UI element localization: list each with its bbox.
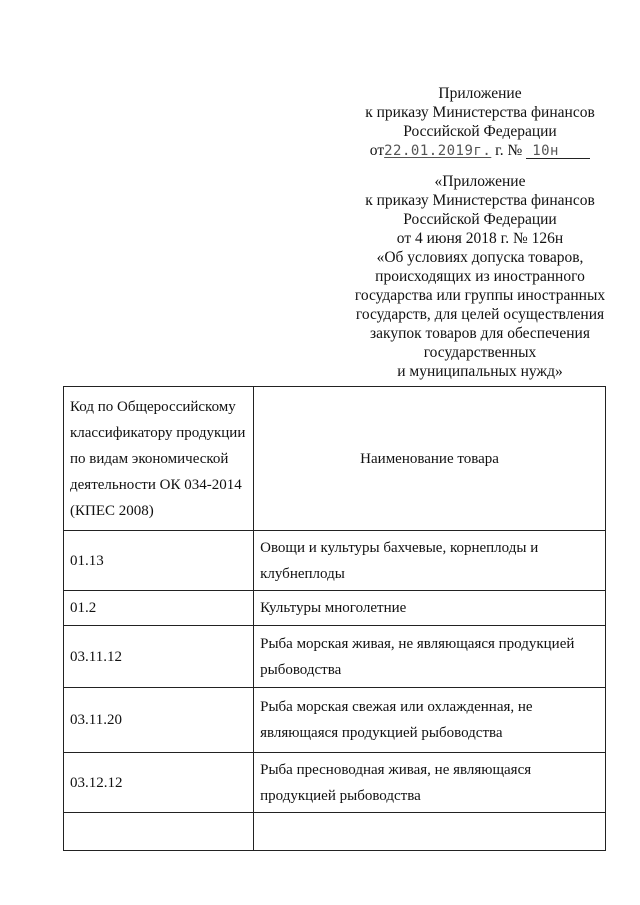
table-row — [64, 753, 606, 813]
table-row — [64, 813, 606, 851]
original-line-8: государств, для целей осуществления — [355, 306, 605, 323]
code-cell — [64, 813, 254, 851]
original-line-11: и муниципальных нужд» — [397, 363, 563, 380]
appendix-line-2: Российской Федерации — [403, 123, 557, 140]
table-row — [64, 591, 606, 626]
code-cell: 03.11.12 — [64, 626, 254, 688]
table-header-row — [64, 387, 606, 531]
code-cell: 03.11.20 — [64, 688, 254, 753]
original-line-10: государственных — [423, 344, 537, 361]
header-code-cell — [64, 387, 254, 531]
header-code-line: (КПЕС 2008) — [70, 502, 154, 519]
code-cell: 01.13 — [64, 531, 254, 591]
original-line-7: государства или группы иностранных — [354, 287, 606, 304]
name-cell: Овощи и культуры бахчевые, корнеплоды и клубнеплоды — [254, 531, 606, 591]
original-line-2: к приказу Министерства финансов — [365, 192, 595, 209]
original-line-3: Российской Федерации — [403, 211, 557, 228]
order-number-field — [526, 144, 590, 159]
name-cell: Рыба морская свежая или охлажденная, не являющаяся продукцией рыбоводства — [254, 688, 606, 753]
header-name-cell: Наименование товара — [254, 387, 606, 531]
date-prefix: от — [369, 142, 385, 159]
table-row — [64, 531, 606, 591]
header-code-line: по видам экономической — [70, 450, 229, 467]
original-line-1: «Приложение — [434, 173, 526, 190]
original-line-6: происходящих из иностранного — [375, 268, 585, 285]
handwritten-order-number: 10н — [532, 143, 559, 159]
original-line-4: от 4 июня 2018 г. № 126н — [396, 230, 564, 247]
original-appendix-header — [330, 172, 630, 381]
handwritten-date: 22.01.2019г. — [384, 143, 492, 159]
name-cell: Рыба пресноводная живая, не являющаяся продукцией рыбоводства — [254, 753, 606, 813]
table-row — [64, 626, 606, 688]
appendix-title: Приложение — [438, 85, 522, 102]
header-code-line: Код по Общероссийскому — [70, 398, 236, 415]
name-cell — [254, 813, 606, 851]
original-line-5: «Об условиях допуска товаров, — [376, 249, 584, 266]
header-code-line: деятельности ОК 034-2014 — [70, 476, 242, 493]
name-cell: Культуры многолетние — [254, 591, 606, 626]
appendix-line-1: к приказу Министерства финансов — [365, 104, 595, 121]
code-cell: 03.12.12 — [64, 753, 254, 813]
date-suffix: г. № — [495, 142, 523, 159]
appendix-date-line — [330, 141, 630, 161]
name-cell: Рыба морская живая, не являющаяся продукцией рыбоводства — [254, 626, 606, 688]
appendix-header — [330, 84, 630, 161]
goods-table — [63, 386, 606, 851]
code-cell: 01.2 — [64, 591, 254, 626]
header-code-line: классификатору продукции — [70, 424, 246, 441]
table-row — [64, 688, 606, 753]
original-line-9: закупок товаров для обеспечения — [370, 325, 590, 342]
